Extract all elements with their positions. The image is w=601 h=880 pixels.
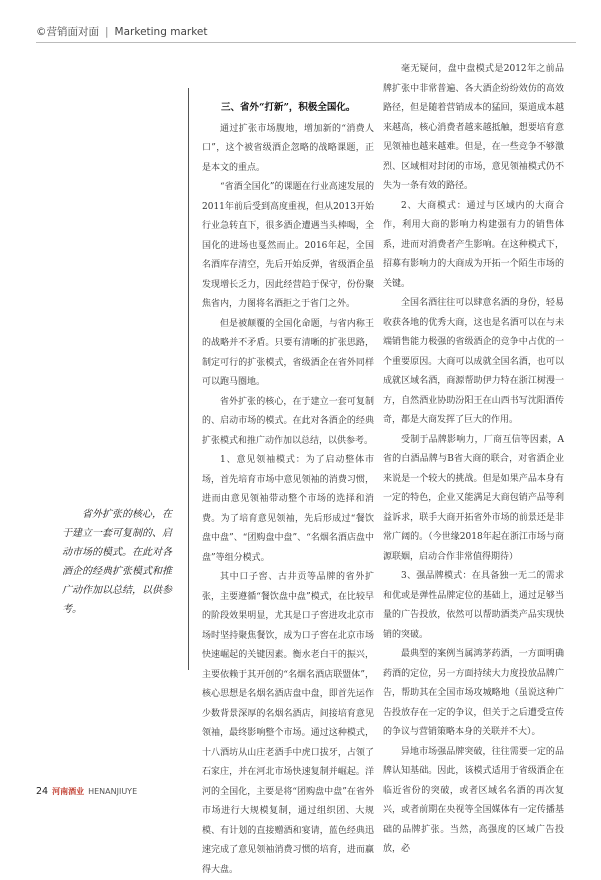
paragraph: 最典型的案例当属鸿茅药酒，一方面明确药酒的定位，另一方面持续大力度投放品牌广告，帮助其在全国市场攻城略地（虽说这种广告投放存在一定的争议，但关于之后遭受宣传的争议与营销策略本身的关联并不大）。 (383, 649, 564, 737)
paragraph: 全国名酒往往可以肆意名酒的身份，轻易收获各地的优秀大商，这也是名酒可以在与未端销售能力极强的省级酒企的竞争中占优的一个重要原因。大商可以成就全国名酒，也可以成就区域名酒，商源帮助伊力特在浙江树漫一方，自然酒业协助汾阳王在山西书写沈阳酒传奇，都是大商发挥了巨大的作用。 (383, 298, 564, 425)
page-footer (36, 786, 137, 797)
paragraph: 3、强品牌模式：在具备独一无二的需求和优或是弹性品牌定位的基础上，通过足够当量的广告投放，依然可以帮助酒类产品实现快销的突破。 (383, 571, 564, 640)
header-separator: | (105, 25, 109, 38)
paragraph: “省酒全国化”的课题在行业高速发展的2011年前后受到高度重视，但从2013开始行业急转直下，很多酒企遭遇当头棒喝，全国化的进场也戛然而止。2016年起，全国名酒库存清空，先后开始反弹，省级酒企虽发现增长乏力，因此经营趋于保守，份份聚焦省内，力图将名酒拒之于省门之外。 (202, 182, 374, 309)
section-title-en: Marketing market (114, 25, 208, 38)
section-title: ©营销面对面 (36, 26, 99, 38)
header-rule (36, 42, 576, 43)
column-divider (188, 88, 189, 670)
paragraph: 但是被颠覆的全国化命题，与省内称王的战略并不矛盾。只要有清晰的扩张思路，制定可行的扩张模式，省级酒企在省外同样可以跑马圈地。 (202, 318, 374, 387)
paragraph: 1、意见领袖模式：为了启动整体市场，首先培育市场中意见领袖的消费习惯，进而由意见领袖带动整个市场的选择和消费。为了培育意见领袖，先后形成过“餐饮盘中盘”、“团购盘中盘”、“名烟名酒店盘中盘”等组分模式。 (202, 455, 374, 563)
middle-column (202, 98, 374, 880)
pull-quote: 省外扩张的核心，在于建立一套可复制的、启动市场的模式。在此对各酒企的经典扩张模式和推广动作加以总结，以供参考。 (62, 509, 172, 615)
magazine-brand-en: HENANJIUYE (88, 787, 138, 796)
paragraph: 省外扩张的核心，在于建立一套可复制的、启动市场的模式。在此对各酒企的经典扩张模式和推广动作加以总结，以供参考。 (202, 396, 374, 446)
section-heading: 三、省外“打新”，积极全国化。 (221, 102, 356, 113)
paragraph: 其中口子窖、古井贡等品牌的省外扩张，主要遵循“餐饮盘中盘”模式，在比较早的阶段效果明显，尤其是口子窖进攻北京市场时坚持聚焦餐饮，成为口子窖在北京市场快速崛起的关键因素。衡水老白干的振兴，主要依赖于其开创的“名烟名酒店联盟体”，核心思想是名烟名酒店盘中盘，即首先运作少数背景深厚的名烟名酒店，间接培育意见领袖，最终影响整个市场。通过这种模式，十八酒坊从山庄老酒手中虎口拔牙，占领了石家庄，并在河北市场快速复制并崛起。洋河的全国化，主要是将“团购盘中盘”在省外市场进行大规模复制，通过组织团、大规模、有计划的直接赠酒和宴请，蓝色经典迅速完成了意见领袖消费习惯的培育，进而赢得大盘。 (202, 572, 374, 875)
paragraph: 通过扩张市场腹地，增加新的“消费人口”，这个被省级酒企忽略的战略课题，正是本文的重点。 (202, 123, 374, 173)
paragraph: 受制于品牌影响力，厂商互信等因素，A省的白酒品牌与B省大商的联合，对省酒企业来说是一个较大的挑战。但是如果产品本身有一定的特色，企业又能满足大商包销产品等利益诉求，联手大商开拓省外市场的前景还是非常广阔的。（今世缘2018年起在浙江市场与商源联姻，启动合作非常值得期待） (383, 434, 564, 562)
page-number: 24 (36, 786, 49, 797)
paragraph: 毫无疑问，盘中盘模式是2012年之前品牌扩张中非常普遍、各大酒企纷纷效仿的高效路径，但是随着营销成本的猛回，渠道成本越来越高，核心消费者越来越抵触，想要培育意见领袖也越来越难。但是，在一些竞争不够激烈、区域相对封闭的市场，意见领袖模式仍不失为一条有效的路径。 (383, 64, 564, 191)
magazine-brand: 河南酒业 (52, 787, 85, 796)
paragraph: 异地市场强品牌突破，往往需要一定的品牌认知基础。因此，该模式适用于省级酒企在临近省份的突破，或者区域名名酒的再次复兴，或者前期在央视等全国媒体有一定传播基础的品牌扩张。当然，高强度的区域广告投放，必 (383, 746, 564, 854)
page-header (36, 24, 576, 39)
right-column (383, 60, 564, 860)
paragraph: 2、大商模式：通过与区域内的大商合作，利用大商的影响力构建强有力的销售体系，进而对消费者产生影响。在这种模式下，招募有影响力的大商成为开拓一个陌生市场的关键。 (383, 200, 564, 289)
